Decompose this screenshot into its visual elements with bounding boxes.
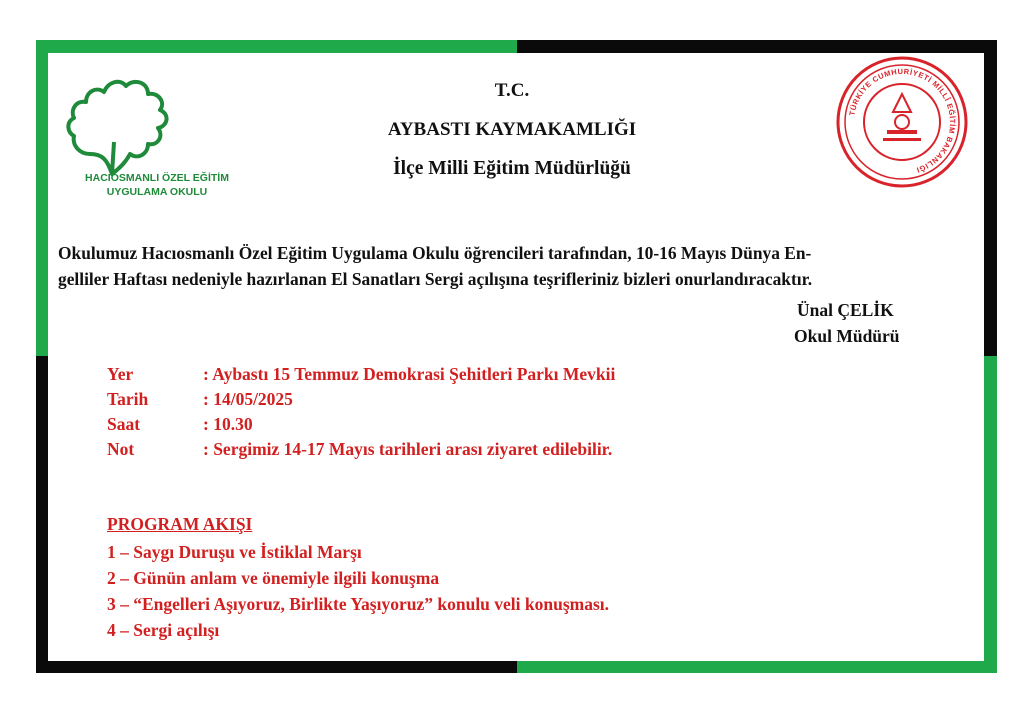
program-item: 1 – Saygı Duruşu ve İstiklal Marşı xyxy=(107,542,362,562)
invitation-message-line2: gelliler Haftası nedeniyle hazırlanan El Sanatları Sergi açılışına teşrifleriniz bizleri onurlandıracaktır. xyxy=(58,269,813,289)
frame-right-green xyxy=(984,356,997,673)
detail-label: Tarih xyxy=(107,389,149,409)
detail-value: : Aybastı 15 Temmuz Demokrasi Şehitleri Parkı Mevkii xyxy=(203,364,616,384)
program-item: 2 – Günün anlam ve önemiyle ilgili konuşma xyxy=(107,568,440,588)
svg-text:TÜRKİYE CUMHURİYETİ MİLLÎ EĞİT: TÜRKİYE CUMHURİYETİ MİLLÎ EĞİTİM BAKANLIĞI xyxy=(847,66,958,175)
program-item: 3 – “Engelleri Aşıyoruz, Birlikte Yaşıyoruz” konulu veli konuşması. xyxy=(107,594,610,614)
detail-label: Saat xyxy=(107,414,141,434)
school-logo-line1: HACIOSMANLI ÖZEL EĞİTİM xyxy=(85,172,229,184)
frame-top-green xyxy=(36,40,517,53)
header-kaymakamlik: AYBASTI KAYMAKAMLIĞI xyxy=(387,119,637,140)
program-item: 4 – Sergi açılışı xyxy=(107,620,220,640)
frame-left-black xyxy=(36,356,48,673)
program-title: PROGRAM AKIŞI xyxy=(107,514,253,534)
detail-value: : 14/05/2025 xyxy=(203,389,293,409)
frame-top-black xyxy=(517,40,997,53)
invitation-message xyxy=(58,240,968,292)
signature-title: Okul Müdürü xyxy=(794,326,900,346)
header-mudurluk: İlçe Milli Eğitim Müdürlüğü xyxy=(393,158,631,179)
detail-label: Not xyxy=(107,439,135,459)
frame-bottom-black xyxy=(36,661,517,673)
header-tc: T.C. xyxy=(494,80,530,101)
frame-bottom-green xyxy=(517,661,997,673)
school-logo-line2: UYGULAMA OKULU xyxy=(106,186,208,198)
detail-value: : Sergimiz 14-17 Mayıs tarihleri arası ziyaret edilebilir. xyxy=(203,439,613,459)
detail-label: Yer xyxy=(107,364,134,384)
signature-name: Ünal ÇELİK xyxy=(797,300,894,320)
invitation-message-line1: Okulumuz Hacıosmanlı Özel Eğitim Uygulama Okulu öğrencileri tarafından, 10-16 Mayıs Dünya En- xyxy=(58,243,812,263)
detail-value: : 10.30 xyxy=(203,414,253,434)
